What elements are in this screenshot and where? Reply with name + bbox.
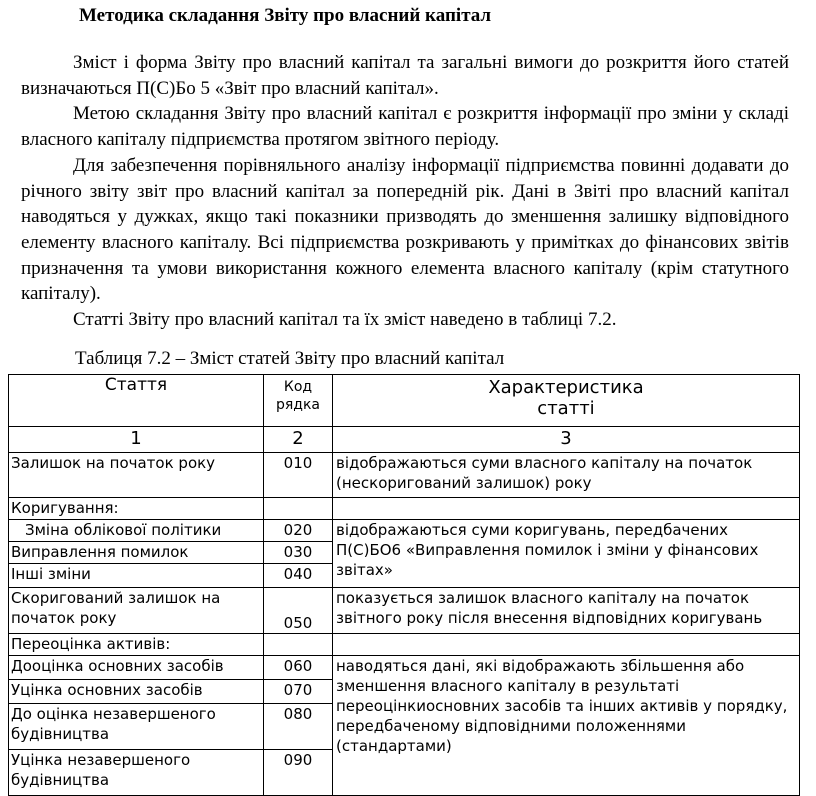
row-code-empty bbox=[264, 634, 333, 656]
row-article: Виправлення помилок bbox=[9, 542, 264, 564]
row-article: Дооцінка основних засобів bbox=[9, 656, 264, 680]
header-desc-line2: статті bbox=[537, 398, 595, 419]
table-row bbox=[9, 634, 800, 656]
header-desc-line1: Характеристика bbox=[488, 377, 644, 398]
header-code bbox=[264, 375, 333, 427]
row-description-empty bbox=[333, 498, 800, 520]
table-row bbox=[9, 520, 800, 542]
row-code: 020 bbox=[264, 520, 333, 542]
row-code: 070 bbox=[264, 680, 333, 704]
row-description: відображаються суми коригувань, передбачених П(С)БО6 «Виправлення помилок і зміни у фінансових звітах» bbox=[333, 520, 800, 588]
paragraph: Метою складання Звіту про власний капітал є розкриття інформації про зміни у складі власного капіталу підприємства протягом звітного періоду. bbox=[21, 103, 789, 151]
table-caption: Таблиця 7.2 – Зміст статей Звіту про власний капітал bbox=[75, 348, 505, 369]
header-description bbox=[333, 375, 800, 427]
row-article: Коригування: bbox=[9, 498, 264, 520]
paragraph: Статті Звіту про власний капітал та їх зміст наведено в таблиці 7.2. bbox=[73, 309, 617, 331]
table-row bbox=[9, 498, 800, 520]
row-code: 060 bbox=[264, 656, 333, 680]
row-description: наводяться дані, які відображають збільшення або зменшення власного капіталу в результаті переоцінкиосновних засобів та інших активів у порядку, передбаченому відповідними положеннями (стандартами) bbox=[333, 656, 800, 796]
row-description-empty bbox=[333, 634, 800, 656]
row-article: Уцінка основних засобів bbox=[9, 680, 264, 704]
row-code: 040 bbox=[264, 564, 333, 588]
header-code-line2: рядка bbox=[275, 397, 321, 413]
row-article: Інші зміни bbox=[9, 564, 264, 588]
row-article: Скоригований залишок на початок року bbox=[9, 588, 264, 634]
column-number: 2 bbox=[264, 427, 333, 453]
column-number-row bbox=[9, 427, 800, 453]
row-article: Уцінка незавершеного будівництва bbox=[9, 750, 264, 796]
paragraph: Для забезпечення порівняльного аналізу інформації підприємства повинні додавати до річного звіту звіт про власний капітал за попередній рік. Дані в Звіті про власний капітал наводяться у дужках, якщо такі показники призводять до зменшення залишку відповідного елементу власного капіталу. Всі підприємства розкривають у примітках до фінансових звітів призначення та умови використання кожного елемента власного капіталу (крім статутного капіталу). bbox=[21, 154, 789, 305]
row-code: 030 bbox=[264, 542, 333, 564]
row-article: Зміна облікової політики bbox=[9, 520, 264, 542]
row-code: 050 bbox=[264, 588, 333, 634]
row-code-empty bbox=[264, 498, 333, 520]
row-code: 080 bbox=[264, 704, 333, 750]
equity-statement-table bbox=[8, 374, 800, 796]
row-article: Переоцінка активів: bbox=[9, 634, 264, 656]
row-article: До оцінка незавершеного будівництва bbox=[9, 704, 264, 750]
row-code: 010 bbox=[264, 453, 333, 498]
row-description: відображаються суми власного капіталу на початок (нескоригований залишок) року bbox=[333, 453, 800, 498]
table-header-row bbox=[9, 375, 800, 427]
table-row bbox=[9, 588, 800, 634]
row-description: показується залишок власного капіталу на початок звітного року після внесення відповідних коригувань bbox=[333, 588, 800, 634]
page-title: Методика складання Звіту про власний капітал bbox=[79, 5, 492, 26]
header-code-line1: Код bbox=[283, 379, 313, 395]
body-text bbox=[21, 50, 789, 333]
row-article: Залишок на початок року bbox=[9, 453, 264, 498]
table-row bbox=[9, 453, 800, 498]
paragraph: Зміст і форма Звіту про власний капітал та загальні вимоги до розкриття його статей визначаються П(С)Бо 5 «Звіт про власний капітал». bbox=[21, 52, 789, 99]
row-code: 090 bbox=[264, 750, 333, 796]
header-article: Стаття bbox=[9, 375, 264, 427]
column-number: 3 bbox=[333, 427, 800, 453]
table-row bbox=[9, 656, 800, 680]
column-number: 1 bbox=[9, 427, 264, 453]
